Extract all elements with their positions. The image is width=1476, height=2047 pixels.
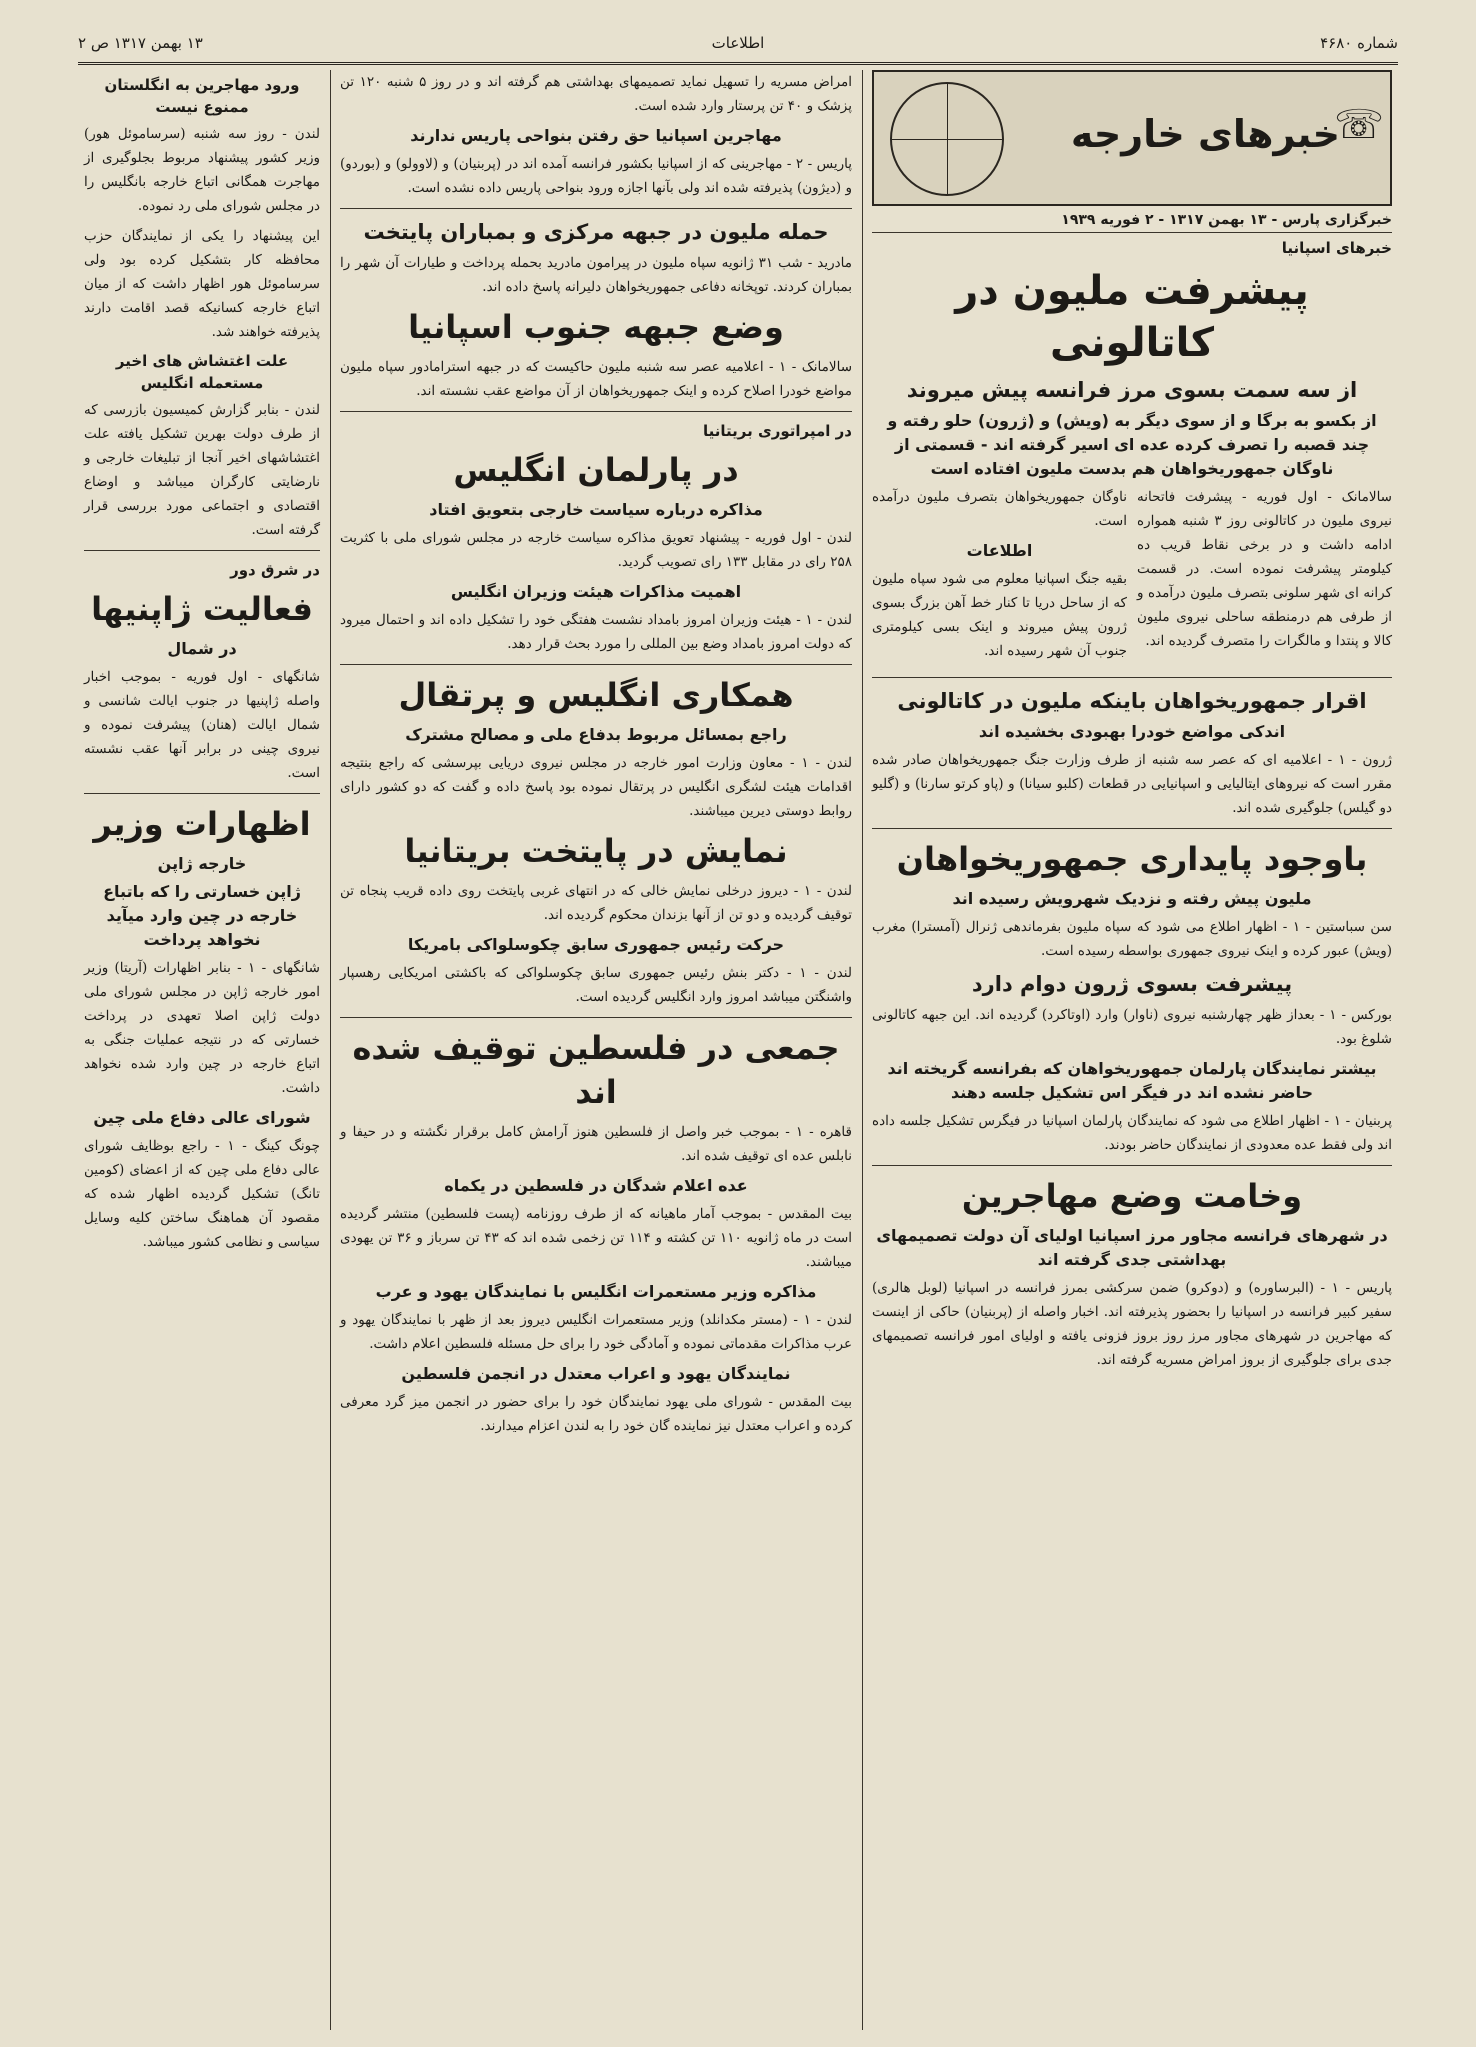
headline-parliament: در پارلمان انگلیس xyxy=(453,451,739,489)
article-text: لندن - ۱ - هیئت وزیران امروز بامداد نشست هفتگی خود را تشکیل داده اند و احتمال میرود که دولت امروز بامداد وضع بین المللی را مورد بحث قرار دهد. xyxy=(340,612,852,652)
subheadline: مذاکره وزیر مستعمرات انگلیس با نمایندگان یهود و عرب xyxy=(375,1282,817,1301)
headline-deck: ژاپن خسارتی را که باتباع خارجه در چین وارد میآید نخواهد پرداخت xyxy=(103,882,301,949)
article-text: لندن - بنابر گزارش کمیسیون بازرسی که از طرف دولت بهرین تشکیل یافته علت اغتشاشهای اخیر آنجا از تبلیغات خارجی و نارضایتی کارگران میباشد و اوضاع اقتصادی و اجتماعی مورد بررسی قرار گرفته است. xyxy=(84,402,320,538)
article-text: شانگهای - ۱ - بنابر اظهارات (آریتا) وزیر امور خارجه ژاپن در مجلس شورای ملی دولت ژاپن اصلا تعهدی در پرداخت خسارتی که در نتیجه عملیات جنگی به اتباع خارجه در چین وارد شده نخواهد داشت. xyxy=(84,960,320,1096)
headline-refugees: وخامت وضع مهاجرین xyxy=(961,1177,1303,1215)
article-text: لندن - ۱ - معاون وزارت امور خارجه در مجلس نیروی دریایی بپرسشی که راجع بنتیجه اقدامات هیئت لشگری انگلیس در پرتقال نموده بود پاسخ داده و گفت که دو کشور دارای روابط دوستی دیرین میباشند. xyxy=(340,755,852,819)
subheadline: حرکت رئیس جمهوری سابق چکوسلواکی بامریکا xyxy=(407,935,785,954)
headline-palestine: جمعی در فلسطین توقیف شده اند xyxy=(352,1029,840,1111)
article-text: امراض مسریه را تسهیل نماید تصمیمهای بهداشتی هم گرفته اند و در روز ۵ شنبه ۱۲۰ تن پزشک و ۴۰ تن پرستار وارد شده است. xyxy=(340,74,852,114)
column-rule xyxy=(330,70,331,2030)
headline-immigration: ورود مهاجرین به انگلستان ممنوع نیست xyxy=(104,76,300,116)
article-text: این پیشنهاد را یکی از نمایندگان حزب محافظه کار بتشکیل کرده بود ولی سرساموئل هور اظهار داشت که از میان اتباع خارجه کسانیکه قصد اقامت دارند پذیرفته خواهند شد. xyxy=(84,228,320,340)
headline-refugees-paris: مهاجرین اسپانیا حق رفتن بنواحی پاریس ندارند xyxy=(410,126,782,145)
page-date: ۱۳ بهمن ۱۳۱۷ ص ۲ xyxy=(78,34,203,52)
headline-deck: بیشتر نمایندگان پارلمان جمهوریخواهان که بفرانسه گریخته اند حاضر نشده اند در فیگر اس تشکیل جلسه دهند xyxy=(887,1059,1377,1102)
headline-deck: از بکسو به برگا و از سوی دیگر به (ویش) و (ژرون) حلو رفته و چند قصبه را تصرف کرده عده ای اسیر گرفته اند - قسمتی از ناوگان جمهوریخواهان هم بدست ملیون افتاده است xyxy=(887,411,1377,478)
headline-sub: راجع بمسائل مربوط بدفاع ملی و مصالح مشترک xyxy=(405,725,787,744)
masthead-strip xyxy=(78,20,1398,65)
article-text: بقیه جنگ اسپانیا معلوم می شود سپاه ملیون که از ساحل دریا تا کنار خط آهن بزرگ بسوی ژرون پیش میروند و اینک بسی کیلومتری جنوب آن شهر رسیده اند. xyxy=(872,571,1127,659)
headline-resistance: باوجود پایداری جمهوریخواهان xyxy=(896,840,1368,878)
headline-sub: خارجه ژاپن xyxy=(157,854,247,873)
article-text: سالامانک - ۱ - اعلامیه عصر سه شنبه ملیون حاکیست که در جبهه استرامادور سپاه ملیون مواضع خودرا اصلاح کرده و اینک جمهوریخواهان از آن مواضع عقب نشسته اند. xyxy=(340,359,852,399)
article-text: ناوگان جمهوریخواهان بتصرف ملیون درآمده است. xyxy=(872,489,1127,529)
spain-label: خبرهای اسپانیا xyxy=(1281,239,1392,257)
article-text: شانگهای - اول فوریه - بموجب اخبار واصله ژاپنیها در جنوب ایالت شانسی و شمال ایالت (هنان) پیشرفت نموده و نیروی چینی در برابر آنها عقب نشسته است. xyxy=(84,669,320,781)
article-text: لندن - ۱ - (مستر مکدانلد) وزیر مستعمرات انگلیس دیروز بعد از ظهر با نمایندگان یهود و عرب مذاکرات مقدماتی نموده و آمادگی خود را برای حل مسئله فلسطین اعلام داشت. xyxy=(340,1312,852,1352)
gramophone-icon: ☏ xyxy=(1333,102,1384,148)
far-east-label: در شرق دور xyxy=(230,561,320,579)
headline-sub: مذاکره درباره سیاست خارجی بتعویق افتاد xyxy=(429,500,763,519)
foreign-news-column xyxy=(866,70,1398,1378)
subheadline: نمایندگان یهود و اعراب معتدل در انجمن فلسطین xyxy=(401,1364,791,1383)
subheadline: عده اعلام شدگان در فلسطین در یکماه xyxy=(444,1176,748,1195)
left-column xyxy=(78,70,326,1260)
headline-sub: در شهرهای فرانسه مجاور مرز اسپانیا اولیای آن دولت تصمیمهای بهداشتی جدی گرفته اند xyxy=(876,1226,1388,1269)
article-text: لندن - ۱ - دیروز درخلی نمایش خالی که در انتهای غربی پایتخت روی داده قریب پنجاه تن توقیف گردیده و دو تن از آنها بزندان محکوم گردیده اند. xyxy=(340,883,852,923)
section-banner xyxy=(872,70,1392,206)
article-text: پربنیان - ۱ - اظهار اطلاع می شود که نمایندگان پارلمان اسپانیا در فیگرس تشکیل جلسه داده اند ولی فقط عده معدودی از نمایندگان حاضر بودند. xyxy=(872,1113,1392,1153)
headline-minister: اظهارات وزیر xyxy=(93,805,311,843)
headline-london-demo: نمایش در پایتخت بریتانیا xyxy=(404,832,788,870)
headline-central-front: حمله ملیون در جبهه مرکزی و بمباران پایتخت xyxy=(363,220,829,244)
article-text: سالامانک - اول فوریه - پیشرفت فاتحانه نیروی ملیون در کاتالونی روز ۳ شنبه همواره ادامه داشت و در برخی نقاط قریب ده کیلومتر پیشرفت نموده است. در قسمت کرانه ای شهر سلونی بتصرف ملیون درآمده و از طرفی هم درمنطقه ساحلی نیروی ملیون کالا و پنتدا و مالگرات را متصرف گردیده اند. xyxy=(1137,489,1392,649)
article-text: لندن - روز سه شنبه (سرساموئل هور) وزیر کشور پیشنهاد مربوط بجلوگیری از مهاجرت همگانی اتباع خارجه بانگلیس را در مجلس شورای ملی رد نموده. xyxy=(84,126,320,214)
paper-name: اطلاعات xyxy=(711,34,765,52)
article-text: ژرون - ۱ - اعلامیه ای که عصر سه شنبه از طرف وزارت جنگ جمهوریخواهان صادر شده مقرر است که نیروهای ایتالیایی و اسپانیایی در قطعات (کلبو سیانا) و (پاو کرتو سارنا) و (گلیو دو گیلس) جلوگیری شده اند. xyxy=(872,752,1392,816)
headline-bahrain: علت اغتشاش های اخیر مستعمله انگلیس xyxy=(115,352,289,392)
info-title: اطلاعات xyxy=(966,541,1033,560)
british-empire-label: در امپراتوری بریتانیا xyxy=(703,422,852,440)
headline-catalonia: پیشرفت ملیون در کاتالونی xyxy=(955,268,1309,366)
headline-gerona: پیشرفت بسوی ژرون دوام دارد xyxy=(971,972,1293,996)
headline-sub: در شمال xyxy=(167,639,237,658)
issue-number: شماره ۴۶۸۰ xyxy=(1320,34,1398,52)
globe-icon xyxy=(890,82,1004,196)
article-text: بیت المقدس - شورای ملی یهود نمایندگان خود را برای حضور در انجمن میز گرد معرفی کرده و اعراب معتدل نیز نماینده گان خود را به لندن اعزام میدارند. xyxy=(340,1394,852,1434)
headline-china-defense: شورای عالی دفاع ملی چین xyxy=(93,1108,311,1127)
article-text: پاریس - ۲ - مهاجرینی که از اسپانیا بکشور فرانسه آمده اند در (پربنیان) و (لاوولو) و (بوردو) و (دیژون) پذیرفته شده اند ولی بآنها اجازه ورود بنواحی پاریس داده نشده است. xyxy=(340,156,852,196)
article-text: لندن - ۱ - دکتر بنش رئیس جمهوری سابق چکوسلواکی که باکشتی امریکایی رهسپار واشنگتن میباشد امروز وارد انگلیس گردیده است. xyxy=(340,965,852,1005)
headline-admission: اقرار جمهوریخواهان باینکه ملیون در کاتالونی xyxy=(897,689,1367,713)
subheadline: اهمیت مذاکرات هیئت وزیران انگلیس xyxy=(450,582,742,601)
article-text: بیت المقدس - بموجب آمار ماهیانه که از طرف روزنامه (پست فلسطین) منتشر گردیده است در ماه ژانویه ۱۱۰ تن کشته و ۱۱۴ تن زخمی شده اند که ۴۳ تن سرباز و ۳۶ تن یهودی میباشند. xyxy=(340,1206,853,1270)
headline-sub: ملیون پیش رفته و نزدیک شهرویش رسیده اند xyxy=(952,889,1312,908)
article-text: بورکس - ۱ - بعداز ظهر چهارشنبه نیروی (ناوار) وارد (اوتاکرد) گردیده اند. این جبهه کاتالونی شلوغ بود. xyxy=(872,1007,1392,1047)
section-title: خبرهای خارجه xyxy=(1070,112,1340,156)
article-columns xyxy=(872,485,1392,669)
article-text: چونگ کینگ - ۱ - راجع بوظایف شورای عالی دفاع ملی چین که از اعضای (کومین تانگ) تشکیل گردیده اظهار شده که مقصود آن هماهنگ ساختن کلیه وسایل سیاسی و نظامی کشور میباشد. xyxy=(84,1138,320,1250)
middle-column xyxy=(334,70,858,1444)
article-text: سن سباستین - ۱ - اظهار اطلاع می شود که سپاه ملیون بفرماندهی ژنرال (آمسترا) مغرب (ویش) عبور کرده و اینک نیروی جمهوری بواسطه رسیده است. xyxy=(872,919,1392,959)
article-text: لندن - اول فوریه - پیشنهاد تعویق مذاکره سیاست خارجه در مجلس شورای ملی با کثریت ۲۵۸ رای در مقابل ۱۳۳ رای تصویب گردید. xyxy=(340,530,852,570)
column-rule xyxy=(862,70,863,2030)
headline-japanese: فعالیت ژاپنیها xyxy=(91,590,313,628)
headline-south-front: وضع جبهه جنوب اسپانیا xyxy=(408,308,784,346)
dateline: خبرگزاری پارس - ۱۳ بهمن ۱۳۱۷ - ۲ فوریه ۱۹۳۹ xyxy=(872,212,1392,233)
headline-portugal: همکاری انگلیس و پرتقال xyxy=(398,676,794,714)
headline-sub: اندکی مواضع خودرا بهبودی بخشیده اند xyxy=(978,722,1286,741)
article-text: مادرید - شب ۳۱ ژانویه سپاه ملیون در پیرامون مادرید بحمله پرداخت و طیارات آن شهر را بمباران کردند. توپخانه دفاعی جمهوریخواهان دلیرانه پاسخ داده اند. xyxy=(340,255,852,295)
article-text: قاهره - ۱ - بموجب خبر واصل از فلسطین هنوز آرامش کامل برقرار نگشته و در حیفا و نابلس عده ای توقیف شده اند. xyxy=(340,1124,852,1164)
article-text: پاریس - ۱ - (البرساوره) و (دوکرو) ضمن سرکشی بمرز فرانسه در اسپانیا (لوبل هالری) سفیر کبیر فرانسه در اسپانیا را بحضور پذیرفته اند. اخبار واصله از (پربنیان) حاکی از اینست که مهاجرین در شهرهای مجاور مرز روز بروز فزونی یافته و اولیای امور فرانسه تصمیمهای جدی برای جلوگیری از بروز امراض مسریه گرفته اند. xyxy=(872,1280,1392,1368)
headline-sub: از سه سمت بسوی مرز فرانسه پیش میروند xyxy=(906,378,1358,402)
